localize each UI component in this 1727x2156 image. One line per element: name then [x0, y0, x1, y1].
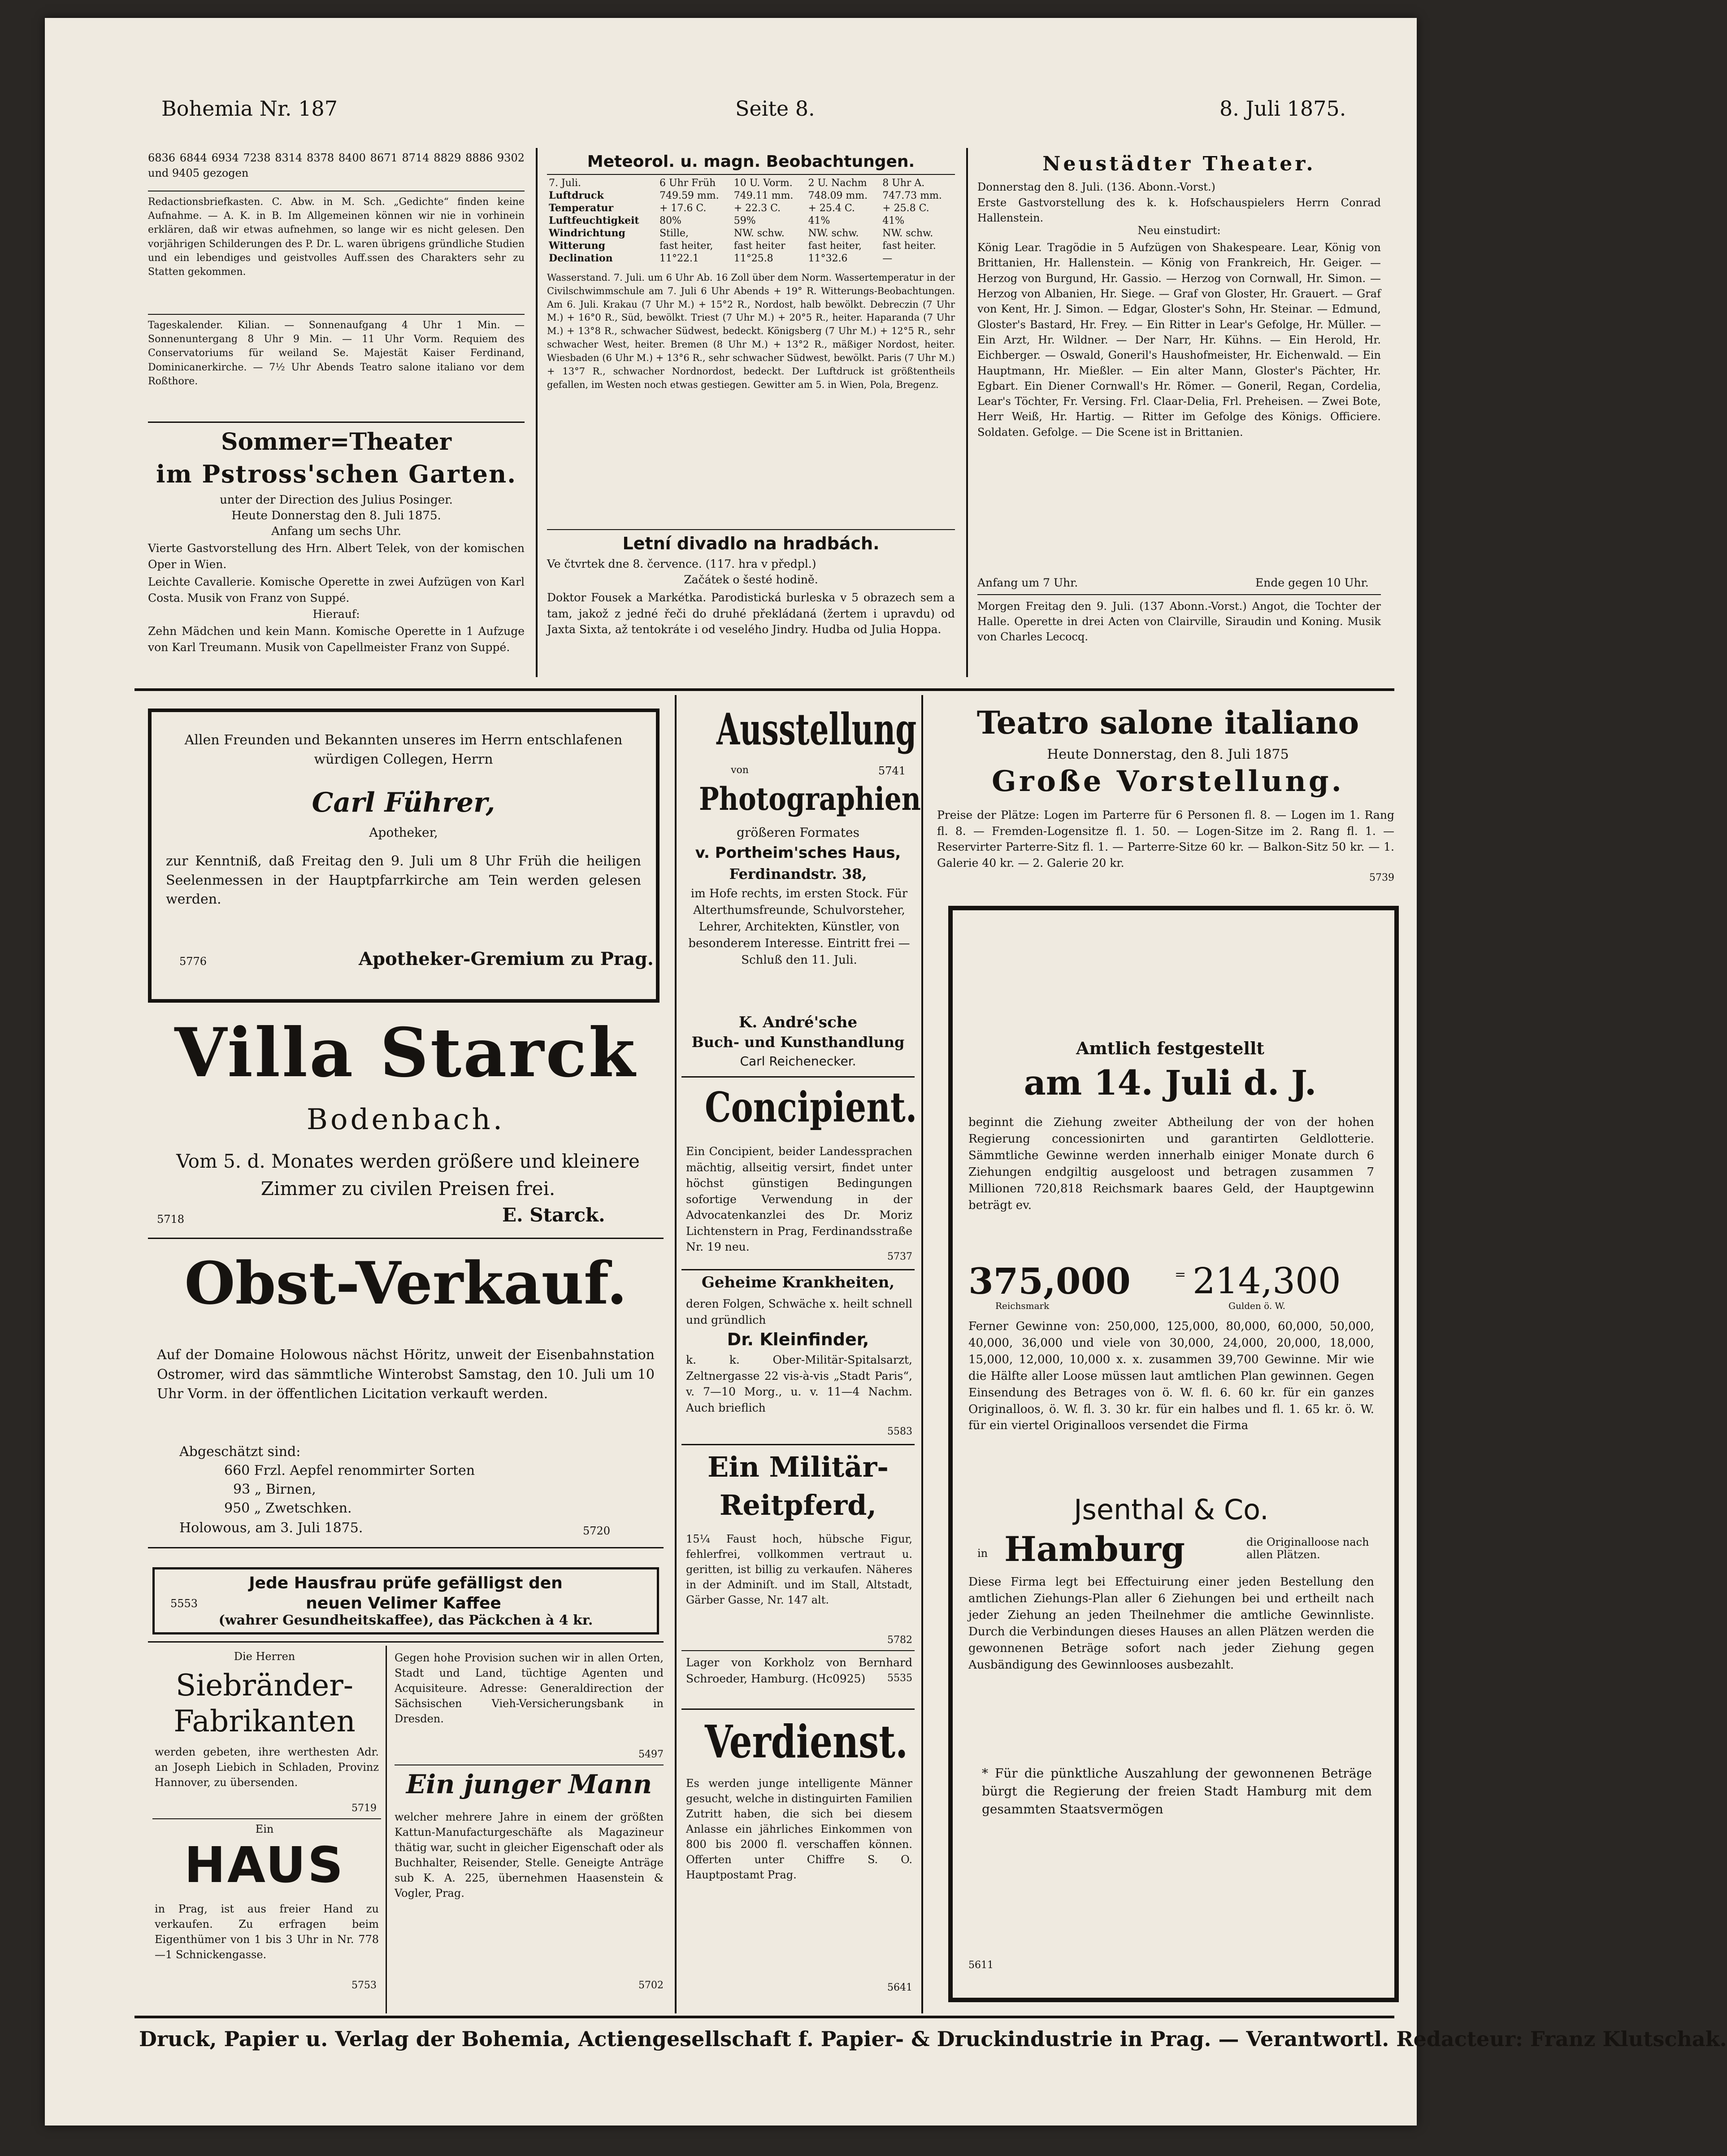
neustadt-theater-title: Neustädter Theater. — [1042, 152, 1316, 175]
ad-number: 5553 — [170, 1597, 198, 1610]
newspaper-page — [45, 18, 1727, 2126]
horse-text: 15¼ Faust hoch, hübsche Figur, fehlerfrei, vollkommen vertraut u. geritten, ist billig zu verkaufen. Näheres in der Adminiſt. und im Stall, Altstadt, Gärber Gasse, Nr. 147 alt. — [686, 1533, 912, 1607]
exhibition-from: von — [731, 765, 749, 776]
neustadt-date: Donnerstag den 8. Juli. (136. Abonn.-Vorst.) — [977, 181, 1215, 193]
meteo-cell: 749.59 mm. — [659, 190, 719, 201]
divider — [152, 1818, 381, 1819]
house-intro: Ein — [255, 1823, 274, 1835]
exhibition-house: v. Portheim'sches Haus, — [695, 844, 901, 862]
provision-text: Gegen hohe Provision suchen wir in allen Orten, Stadt und Land, tüchtige Agenten und Acquisiteure. Adresse: Generaldirection der Sächsischen Vieh-Versicherungsbank in Dresden. — [395, 1652, 664, 1726]
column-divider — [921, 695, 923, 2013]
column-divider — [966, 148, 968, 677]
obituary-signature: Apotheker-Gremium zu Prag. — [359, 948, 654, 969]
meteo-notes: Wasserstand. 7. Juli. um 6 Uhr Ab. 16 Zoll über dem Norm. Wassertemperatur in der Civilschwimmschule am 7. Juli 6 Uhr Abends + 19° R. Witterungs-Beobachtungen. Am 6. Juli. Krakau (7 Uhr M.) + 15°2 R., Nordost, halb bewölkt. Debreczin (7 Uhr M.) + 16°0 R., Süd, bewölkt. Triest (7 Uhr M.) + 20°5 R., heiter. Haparanda (7 Uhr M.) + 13°8 R., schwacher Südwest, bedeckt. Königsberg (7 Uhr M.) + 12°5 R., sehr schwacher West, heiter. Bremen (8 Uhr M.) + 13°2 R., mäßiger Nordost, heiter. Wiesbaden (6 Uhr M.) + 13°6 R., sehr schwacher Südwest, bewölkt. Paris (7 Uhr M.) + 13°7 R., schwacher Nordnordost, bedeckt. Der Luftdruck ist größtentheils gefallen, im Westen noch etwas gestiegen. Gewitter am 5. in Wien, Pola, Bregenz. — [547, 272, 955, 390]
lottery-ad-text1: beginnt die Ziehung zweiter Abtheilung der von der hohen Regierung concessionirten und garantirten Geldlotterie. Sämmtliche Gewinne werden innerhalb einiger Monate durch 6 Ziehungen endgiltig ausgeloost und betragen zusammen 7 Millionen 720,818 Reichsmark baares Geld, der Hauptgewinn beträgt ev. — [968, 1116, 1374, 1212]
lottery-ad-big2: 214,300 — [1193, 1260, 1341, 1302]
teatro-title: Teatro salone italiano — [976, 704, 1359, 741]
meteo-cell: 41% — [808, 215, 830, 226]
divider — [681, 1650, 915, 1651]
coffee-line3: (wahrer Gesundheitskaffee), das Päckchen à 4 kr. — [218, 1613, 593, 1628]
summer-theater-direction: unter der Direction des Julius Posinger. — [220, 493, 453, 507]
meteo-cell: Witterung — [549, 240, 605, 252]
page-number: Seite 8. — [735, 96, 815, 121]
meteo-cell: Stille, — [659, 227, 689, 239]
meteo-cell: 747.73 mm. — [882, 190, 942, 201]
meteo-row — [547, 239, 955, 252]
meteo-head-cell: 10 U. Vorm. — [733, 178, 793, 189]
meteo-cell: + 25.4 C. — [808, 202, 855, 214]
divider — [148, 422, 525, 423]
neustadt-new: Neu einstudirt: — [1137, 224, 1221, 237]
meteo-cell: Windrichtung — [549, 227, 625, 239]
ad-number: 5739 — [1369, 872, 1394, 883]
lottery-ad-text4: * Für die pünktliche Auszahlung der gewonnenen Beträge bürgt die Regierung der freien Stadt Hamburg mit dem gesammten Staatsvermögen — [982, 1766, 1372, 1817]
concipient-text: Ein Concipient, beider Landessprachen mächtig, allseitig versirt, findet unter höchst günstigen Bedingungen sofortige Verwendung in der Advocatenkanzlei des Dr. Moriz Lichtenstern in Prag, Ferdinandsstraße Nr. 19 neu. — [686, 1145, 912, 1253]
divider — [547, 174, 955, 175]
meteo-head-cell: 8 Uhr A. — [882, 178, 925, 189]
house-text: in Prag, ist aus freier Hand zu verkaufen. Zu erfragen beim Eigenthümer von 1 bis 3 Uhr in Nr. 778—1 Schnickengasse. — [155, 1903, 379, 1961]
summer-theater-subtitle: im Pstross'schen Garten. — [156, 460, 517, 488]
meteo-cell: 11°22.1 — [659, 252, 699, 264]
meteo-cell: — — [882, 252, 893, 264]
lottery-ad-city: Hamburg — [1004, 1529, 1185, 1569]
summer-theater-start: Anfang um sechs Uhr. — [271, 525, 402, 538]
column-divider — [386, 1646, 387, 2013]
villa-text: Vom 5. d. Monates werden größere und kleinere Zimmer zu civilen Preisen frei. — [176, 1150, 640, 1200]
divider — [681, 1076, 915, 1078]
fruit-item: 950 „ Zwetschken. — [224, 1500, 352, 1516]
villa-title: Villa Starck — [174, 1013, 637, 1092]
fruit-item: 93 „ Birnen, — [233, 1482, 316, 1497]
footer-rule — [135, 2016, 1394, 2018]
fruit-sale-text: Auf der Domaine Holowous nächst Höritz, unweit der Eisenbahnstation Ostromer, wird das sämmtliche Winterobst Samstag, den 10. Juli um 10 Uhr Vorm. in der öffentlichen Licitation verkauft werden. — [157, 1347, 655, 1402]
meteo-row — [547, 214, 955, 227]
letni-text: Doktor Fousek a Markétka. Parodistická burleska v 5 obrazech sem a tam, jakož z jedné řeči do druhé překládaná (žertem i upravdu) od Jaxta Sixta, až tentokráte i od veselého Jindry. Hudba od Julia Hoppa. — [547, 591, 955, 636]
lottery-ad-big1: 375,000 — [968, 1260, 1131, 1302]
meteo-cell: + 25.8 C. — [882, 202, 929, 214]
villa-signature: E. Starck. — [502, 1204, 605, 1226]
neustadt-guest: Erste Gastvorstellung des k. k. Hofschauspielers Herrn Conrad Hallenstein. — [977, 196, 1381, 225]
horse-title1: Ein Militär- — [707, 1451, 889, 1483]
obituary-text: zur Kenntniß, daß Freitag den 9. Juli um 8 Uhr Früh die heiligen Seelenmessen in der Hauptpfarrkirche am Tein werden gelesen werden. — [166, 853, 641, 908]
meteo-cell: NW. schw. — [882, 227, 933, 239]
fruit-sale-title: Obst-Verkauf. — [184, 1249, 627, 1317]
meteo-head-cell: 6 Uhr Früh — [659, 178, 716, 189]
exhibition-text: im Hofe rechts, im ersten Stock. Für Alterthumsfreunde, Schulvorsteher, Lehrer, Architekten, Künstler, von besonderem Interesse. Eintritt frei — Schluß den 11. Juli. — [688, 887, 910, 967]
meteo-cell: Temperatur — [549, 202, 614, 214]
teatro-date: Heute Donnerstag, den 8. Juli 1875 — [1047, 747, 1289, 762]
meteo-cell: + 17.6 C. — [659, 202, 707, 214]
obituary-role: Apotheker, — [369, 825, 438, 840]
disease-doctor: Dr. Kleinfinder, — [727, 1330, 869, 1349]
meteo-cell: fast heiter, — [659, 240, 713, 252]
summer-theater-guest: Vierte Gastvorstellung des Hrn. Albert Telek, von der komischen Oper in Wien. — [148, 542, 525, 571]
ad-number: 5737 — [887, 1251, 912, 1262]
lottery-ad-line2: am 14. Juli d. J. — [1024, 1063, 1317, 1103]
obituary-name: Carl Führer, — [312, 787, 495, 818]
ad-number: 5719 — [351, 1803, 377, 1814]
divider — [681, 1269, 915, 1270]
section-rule — [135, 688, 1394, 691]
meteo-row — [547, 227, 955, 239]
paper-name: Bohemia Nr. 187 — [161, 96, 338, 121]
editorial-mailbox: Redactionsbriefkasten. C. Abw. in M. Sch. „Gedichte“ finden keine Aufnahme. — A. K. in B. Im Allgemeinen können wir nie in vorhinein erklären, daß wir etwas aufnehmen, so lange wir es nicht gelesen. Den vorjährigen Schilderungen des P. Dr. L. waren übrigens gründliche Studien und ein lebendiges und geistvolles Auff.ssen des Charakters sehr zu Statten gekommen. — [148, 196, 525, 278]
neustadt-tomorrow: Morgen Freitag den 9. Juli. (137 Abonn.-Vorst.) Angot, die Tochter der Halle. Operette in drei Acten von Clairville, Siraudin und Koning. Musik von Charles Lecocq. — [977, 600, 1381, 643]
exhibition-formats: größeren Formates — [737, 825, 859, 840]
sieve-text: werden gebeten, ihre werthesten Adr. an Joseph Liebich in Schladen, Provinz Hannover, zu übersenden. — [155, 1746, 379, 1789]
ad-number: 5720 — [583, 1525, 611, 1537]
meteo-cell: 748.09 mm. — [808, 190, 868, 201]
exhibition-title2: Photographien — [699, 780, 921, 817]
ad-number: 5776 — [179, 955, 207, 968]
disease-text: deren Folgen, Schwäche x. heilt schnell und gründlich — [686, 1297, 912, 1326]
ad-number: 5641 — [887, 1982, 912, 1993]
neustadt-cast: König Lear. Tragödie in 5 Aufzügen von Shakespeare. Lear, König von Brittanien, Hr. Hallenstein. — König von Frankreich, Hr. Geiger. — Herzog von Burgund, Hr. Gassio. — Herzog von Cornwall, Hr. Simon. — Herzog von Albanien, Hr. Siege. — Graf von Gloster, Hr. Grauert. — Graf von Kent, Hr. J. Simon. — Edgar, Gloster's Sohn, Hr. Steinar. — Edmund, Gloster's Bastard, Hr. Frey. — Ein Ritter in Lear's Gefolge, Hr. Müller. — Ein Arzt, Hr. Wildner. — Der Narr, Hr. Kühns. — Ein Herold, Hr. Eichberger. — Oswald, Goneril's Haushofmeister, Hr. Eichenwald. — Ein Hauptmann, Hr. Mießler. — Ein alter Mann, Gloster's Pächter, Hr. Egbart. Ein Diener Cornwall's Hr. Römer. — Goneril, Regan, Cordelia, Lear's Töchter, Fr. Versing. Frl. Claar-Delia, Frl. Preheisen. — Zwei Bote, Herr Weiß, Hr. Hartig. — Ritter im Gefolge des Königs. Officiere. Soldaten. Gefolge. — Die Scene ist in Brittanien. — [977, 241, 1381, 439]
summer-theater-hierauf: Hierauf: — [312, 608, 360, 621]
lottery-ad-in: in — [977, 1547, 988, 1560]
meteo-cell: NW. schw. — [733, 227, 785, 239]
day-calendar: Tageskalender. Kilian. — Sonnenaufgang 4 Uhr 1 Min. — Sonnenuntergang 8 Uhr 9 Min. — 11 Uhr Vorm. Requiem des Conservatoriums für weiland Se. Majestät Kaiser Ferdinand, Dominicanerkirche. — 7½ Uhr Abends Teatro salone italiano vor dem Roßthore. — [148, 320, 525, 387]
exhibition-owner: Carl Reichenecker. — [740, 1054, 856, 1069]
ad-number: 5583 — [887, 1426, 912, 1437]
meteo-title: Meteorol. u. magn. Beobachtungen. — [587, 152, 915, 171]
meteo-row — [547, 252, 955, 265]
meteo-cell: 80% — [659, 215, 681, 226]
disease-title: Geheime Krankheiten, — [701, 1274, 895, 1291]
divider — [681, 1444, 915, 1445]
house-title: HAUS — [184, 1836, 345, 1894]
disease-text2: k. k. Ober-Militär-Spitalsarzt, Zeltnergasse 22 vis-à-vis „Stadt Paris“, v. 7—10 Morg., u. v. 11—4 Nachm. Auch brieflich — [686, 1353, 912, 1414]
young-man-text: welcher mehrere Jahre in einem der größten Kattun-Manufacturgeschäfte als Magazineur thätig war, sucht in gleicher Eigenschaft oder als Buchhalter, Reisender, Stelle. Geneigte Anträge sub K. A. 225, übernehmen Haasenstein & Vogler, Prag. — [395, 1811, 664, 1900]
coffee-line1: Jede Hausfrau prüfe gefälligst den — [249, 1574, 563, 1592]
summer-theater-play1: Leichte Cavallerie. Komische Operette in zwei Aufzügen von Karl Costa. Musik von Franz von Suppé. — [148, 575, 525, 604]
ad-number: 5741 — [878, 765, 906, 777]
meteo-head-cell: 7. Juli. — [549, 178, 581, 189]
meteo-table — [547, 177, 955, 265]
ad-number: 5535 — [887, 1673, 912, 1684]
fruit-sale-estimated: Abgeschätzt sind: — [179, 1444, 301, 1460]
letni-title: Letní divadlo na hradbách. — [622, 534, 880, 553]
exhibition-title: Ausstellung — [716, 704, 917, 755]
divider — [148, 314, 525, 315]
meteo-cell: fast heiter. — [882, 240, 936, 252]
teatro-prices: Preise der Plätze: Logen im Parterre für 6 Personen fl. 8. — Logen im 1. Rang fl. 8. — Fremden-Logensitze fl. 1. 50. — Logen-Sitze im 2. Rang fl. 1. — Reservirter Parterre-Sitz fl. 1. — Parterre-Sitze 60 kr. — Balkon-Sitz 50 kr. — 1. Galerie 40 kr. — 2. Galerie 20 kr. — [937, 808, 1394, 869]
meteo-row — [547, 202, 955, 214]
meteo-header-row — [547, 177, 955, 189]
coffee-line2: neuen Velimer Kaffee — [306, 1594, 501, 1613]
meteo-cell: + 22.3 C. — [733, 202, 781, 214]
summer-theater-title: Sommer=Theater — [221, 428, 452, 456]
meteo-head-cell: 2 U. Nachm — [808, 178, 867, 189]
divider — [148, 1641, 664, 1643]
meteo-cell: Luftdruck — [549, 190, 604, 201]
ad-number: 5753 — [351, 1980, 377, 1991]
meteo-cell: 749.11 mm. — [733, 190, 794, 201]
meteo-cell: Luftfeuchtigkeit — [549, 215, 639, 226]
sieve-title2: Fabrikanten — [174, 1704, 356, 1739]
lottery-ad-firm: Jsenthal & Co. — [1074, 1493, 1269, 1526]
cork-text: Lager von Korkholz von Bernhard Schroeder, Hamburg. (Hc0925) — [686, 1656, 912, 1685]
ad-number: 5782 — [887, 1634, 912, 1646]
ad-number: 5497 — [638, 1749, 664, 1760]
lottery-numbers: 6836 6844 6934 7238 8314 8378 8400 8671 8714 8829 8886 9302 und 9405 gezogen — [148, 152, 525, 180]
lottery-ad-equals: = — [1175, 1267, 1186, 1282]
divider — [547, 529, 955, 530]
ad-number: 5702 — [638, 1980, 664, 1991]
neustadt-start: Anfang um 7 Uhr. — [977, 576, 1078, 589]
divider — [148, 1238, 664, 1239]
column-divider — [536, 148, 538, 677]
teatro-title2: Große Vorstellung. — [992, 765, 1344, 798]
meteo-cell: NW. schw. — [808, 227, 859, 239]
lottery-ad-text2: Ferner Gewinne von: 250,000, 125,000, 80,000, 60,000, 50,000, 40,000, 36,000 und viele von 30,000, 24,000, 20,000, 18,000, 15,000, 12,000, 10,000 x. x. zusammen 39,700 Gewinne. Mir wie die Hälfte aller Loose müssen laut amtlichen Plan gewinnen. Gegen Einsendung des Betrages von ö. W. fl. 6. 60 kr. für ein ganzes Originalloos, ö. W. fl. 3. 30 kr. für ein halbes und fl. 1. 65 kr. ö. W. für ein viertel Originalloos versendet die Firma — [968, 1320, 1374, 1433]
fruit-item: 660 Frzl. Aepfel renommirter Sorten — [224, 1463, 475, 1478]
letni-start: Začátek o šesté hodině. — [684, 573, 818, 586]
ad-number: 5611 — [968, 1960, 994, 1971]
sieve-intro: Die Herren — [234, 1650, 295, 1663]
issue-date: 8. Juli 1875. — [1219, 96, 1346, 121]
divider — [681, 1708, 915, 1710]
meteo-cell: 41% — [882, 215, 905, 226]
lottery-ad-line1: Amtlich festgestellt — [1076, 1038, 1264, 1058]
villa-place: Bodenbach. — [306, 1103, 505, 1136]
lottery-ad-text3: Diese Firma legt bei Effectuirung einer jeden Bestellung den amtlichen Ziehungs-Plan aller 6 Ziehungen bei und ertheilt nach jeder Ziehung an jeden Theilnehmer die amtliche Gewinnliste. Durch die Verbindungen dieses Hauses an allen Plätzen werden die gewonnenen Beträge sofort nach jeder Ziehung gegen Ausbändigung des Gewinnlooses ausbezahlt. — [968, 1575, 1374, 1672]
meteo-cell: 59% — [733, 215, 756, 226]
meteo-cell: 11°32.6 — [808, 252, 848, 264]
meteo-cell: Declination — [549, 252, 613, 264]
letni-date: Ve čtvrtek dne 8. července. (117. hra v předpl.) — [547, 557, 816, 570]
exhibition-firm: K. André'sche — [738, 1013, 858, 1031]
neustadt-end: Ende gegen 10 Uhr. — [1255, 576, 1369, 589]
concipient-title: Concipient. — [705, 1083, 917, 1131]
sieve-title1: Siebränder- — [175, 1668, 354, 1703]
earnings-text: Es werden junge intelligente Männer gesucht, welche in distinguirten Familien Zutritt haben, die sich bei diesem Anlasse ein jährliches Einkommen von 800 bis 2000 fl. verschaffen können. Offerten unter Chiffre S. O. Hauptpostamt Prag. — [686, 1777, 912, 1882]
divider — [148, 1547, 664, 1548]
exhibition-firm2: Buch- und Kunsthandlung — [691, 1034, 905, 1051]
obituary-intro: Allen Freunden und Bekannten unseres im Herrn entschlafenen würdigen Collegen, Herrn — [184, 732, 623, 767]
exhibition-street: Ferdinandstr. 38, — [729, 865, 867, 882]
fruit-sale-place: Holowous, am 3. Juli 1875. — [179, 1520, 363, 1536]
earnings-title: Verdienst. — [705, 1715, 908, 1768]
horse-title2: Reitpferd, — [719, 1489, 877, 1521]
column-divider — [675, 695, 677, 2013]
young-man-title: Ein junger Mann — [406, 1769, 652, 1800]
meteo-cell: fast heiter — [733, 240, 785, 252]
lottery-ad-city-note: die Originalloose nach allen Plätzen. — [1246, 1536, 1369, 1561]
divider — [977, 594, 1381, 595]
ad-number: 5718 — [157, 1213, 185, 1226]
summer-theater-play2: Zehn Mädchen und kein Mann. Komische Operette in 1 Aufzuge von Karl Treumann. Musik von Capellmeister Franz von Suppé. — [148, 625, 525, 654]
lottery-ad-big2-unit: Gulden ö. W. — [1228, 1300, 1285, 1311]
imprint: Druck, Papier u. Verlag der Bohemia, Actiengesellschaft f. Papier- & Druckindustrie in Prag. — Verantwortl. Redacteur: Franz Klutschak. — [139, 2027, 1727, 2051]
lottery-ad-big1-unit: Reichsmark — [995, 1300, 1050, 1311]
meteo-cell: 11°25.8 — [733, 252, 773, 264]
meteo-cell: fast heiter, — [808, 240, 862, 252]
summer-theater-date: Heute Donnerstag den 8. Juli 1875. — [231, 509, 441, 522]
meteo-row — [547, 189, 955, 202]
